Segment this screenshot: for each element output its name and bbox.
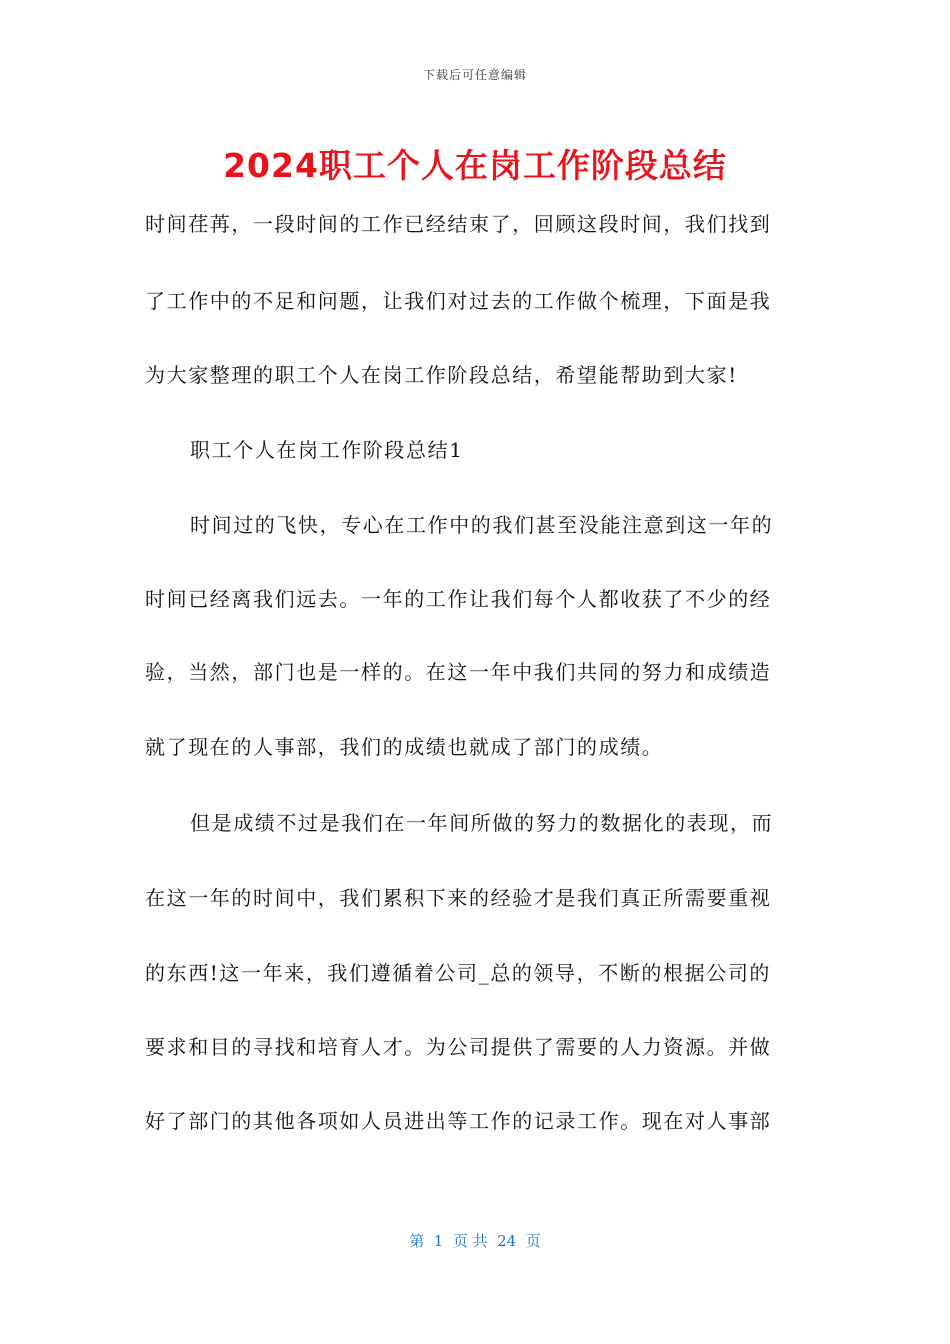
paragraph-2-line-2: 在这一年的时间中，我们累积下来的经验才是我们真正所需要重视 <box>145 886 772 910</box>
page-footer: 第 1 页 共 24 页 <box>409 1232 541 1250</box>
header-note: 下载后可任意编辑 <box>422 68 527 82</box>
paragraph-1-line-1: 时间过的飞快，专心在工作中的我们甚至没能注意到这一年的 <box>190 513 774 537</box>
paragraph-1-line-4: 就了现在的人事部，我们的成绩也就成了部门的成绩。 <box>145 735 664 759</box>
paragraph-2-line-3: 的东西!这一年来，我们遵循着公司_总的领导，不断的根据公司的 <box>145 961 772 985</box>
paragraph-1-line-2: 时间已经离我们远去。一年的工作让我们每个人都收获了不少的经 <box>145 587 772 611</box>
intro-line-1: 时间荏苒，一段时间的工作已经结束了，回顾这段时间，我们找到 <box>145 212 772 236</box>
paragraph-2-line-1: 但是成绩不过是我们在一年间所做的努力的数据化的表现，而 <box>190 811 774 835</box>
document-title: 2024职工个人在岗工作阶段总结 <box>223 146 727 185</box>
intro-line-3: 为大家整理的职工个人在岗工作阶段总结，希望能帮助到大家! <box>145 363 738 387</box>
intro-line-2: 了工作中的不足和问题，让我们对过去的工作做个梳理，下面是我 <box>145 289 772 313</box>
paragraph-2-line-4: 要求和目的寻找和培育人才。为公司提供了需要的人力资源。并做 <box>145 1035 772 1059</box>
section-heading: 职工个人在岗工作阶段总结1 <box>190 438 464 462</box>
paragraph-2-line-5: 好了部门的其他各项如人员进出等工作的记录工作。现在对人事部 <box>145 1109 772 1133</box>
paragraph-1-line-3: 验，当然，部门也是一样的。在这一年中我们共同的努力和成绩造 <box>145 660 772 684</box>
